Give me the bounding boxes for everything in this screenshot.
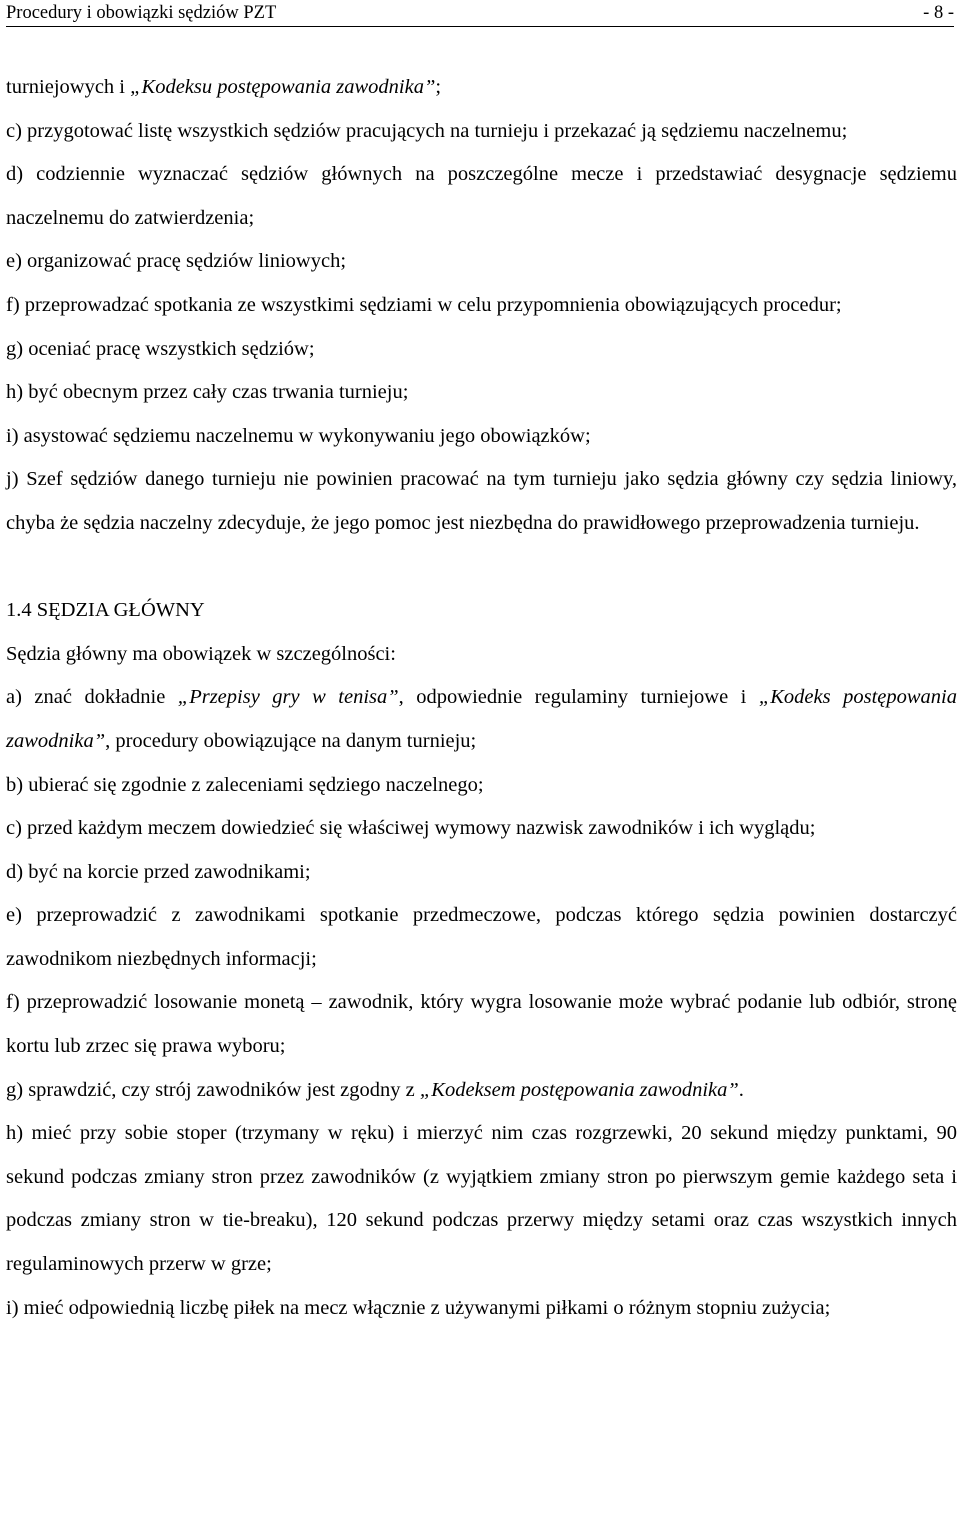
paragraph (6, 1069, 957, 1113)
text-run: 1.4 SĘDZIA GŁÓWNY (6, 599, 205, 622)
text-run: i) mieć odpowiednią liczbę piłek na mecz włącznie z używanymi piłkami o różnym stopniu zużycia; (6, 1296, 831, 1319)
text-run: f) przeprowadzać spotkania ze wszystkimi sędziami w celu przypomnienia obowiązujących procedur; (6, 293, 842, 316)
italic-text: „Kodeks postępowania zawodnika” (6, 686, 957, 752)
paragraph (6, 633, 957, 677)
paragraph (6, 371, 957, 415)
paragraph (6, 110, 957, 154)
text-run: c) przed każdym meczem dowiedzieć się właściwej wymowy nazwisk zawodników i ich wyglądu; (6, 817, 816, 840)
paragraph (6, 415, 957, 459)
paragraph (6, 1287, 957, 1331)
paragraph-spacer (6, 546, 957, 590)
paragraph (6, 328, 957, 372)
text-run: i) asystować sędziemu naczelnemu w wykonywaniu jego obowiązków; (6, 424, 591, 447)
paragraph (6, 807, 957, 851)
paragraph (6, 153, 957, 240)
text-run: Sędzia główny ma obowiązek w szczególności: (6, 642, 396, 665)
text-run: e) organizować pracę sędziów liniowych; (6, 250, 347, 273)
paragraph (6, 66, 957, 110)
text-run: g) oceniać pracę wszystkich sędziów; (6, 337, 315, 360)
paragraph (6, 764, 957, 808)
paragraph (6, 676, 957, 763)
text-run: g) sprawdzić, czy strój zawodników jest zgodny z (6, 1078, 420, 1101)
italic-text: „Kodeksu postępowania zawodnika” (130, 76, 436, 98)
text-run: f) przeprowadzić losowanie monetą – zawodnik, który wygra losowanie może wybrać podanie lub odbiór, stronę kortu lub zrzec się prawa wyboru; (6, 991, 957, 1058)
paragraph (6, 458, 957, 545)
paragraph (6, 851, 957, 895)
paragraph (6, 1112, 957, 1286)
page-number: - 8 - (923, 3, 954, 23)
text-run: b) ubierać się zgodnie z zaleceniami sędziego naczelnego; (6, 773, 484, 796)
text-run: e) przeprowadzić z zawodnikami spotkanie przedmeczowe, podczas którego sędzia powinien dostarczyć zawodnikom niezbędnych informacji; (6, 904, 957, 970)
text-run: d) być na korcie przed zawodnikami; (6, 860, 311, 883)
paragraph (6, 240, 957, 284)
page-header (6, 0, 954, 27)
italic-text: „Przepisy gry w tenisa” (177, 686, 399, 709)
document-body (6, 66, 957, 1330)
text-run: turniejowych i (6, 76, 131, 98)
text-run: j) Szef sędziów danego turnieju nie powinien pracować na tym turnieju jako sędzia główny czy sędzia liniowy, chyba że sędzia naczelny zdecyduje, że jego pomoc jest niezbędna do prawidłowego przeprowadzenia turnieju. (6, 468, 957, 534)
text-run: c) przygotować listę wszystkich sędziów pracujących na turnieju i przekazać ją sędziemu naczelnemu; (6, 119, 848, 142)
paragraph (6, 589, 957, 633)
text-run: , odpowiednie regulaminy turniejowe i (398, 686, 759, 709)
text-run: ; (435, 76, 442, 98)
text-run: h) mieć przy sobie stoper (trzymany w ręku) i mierzyć nim czas rozgrzewki, 20 sekund między punktami, 90 sekund podczas zmiany stron przez zawodników (z wyjątkiem zmiany stron po pierwszym gemie każdego seta i podczas zmiany stron w tie-breaku), 120 sekund podczas przerwy między setami oraz czas wszystkich innych regulaminowych przerw w grze; (6, 1122, 957, 1276)
text-run: a) znać dokładnie (6, 686, 178, 709)
text-run: , procedury obowiązujące na danym turnieju; (105, 729, 477, 752)
paragraph (6, 284, 957, 328)
paragraph (6, 894, 957, 981)
text-run: h) być obecnym przez cały czas trwania turnieju; (6, 381, 409, 404)
paragraph (6, 981, 957, 1068)
text-run: d) codziennie wyznaczać sędziów głównych na poszczególne mecze i przedstawiać desygnacje sędziemu naczelnemu do zatwierdzenia; (6, 163, 957, 229)
text-run: . (738, 1078, 744, 1101)
italic-text: „Kodeksem postępowania zawodnika” (419, 1078, 739, 1101)
document-title: Procedury i obowiązki sędziów PZT (6, 3, 277, 23)
